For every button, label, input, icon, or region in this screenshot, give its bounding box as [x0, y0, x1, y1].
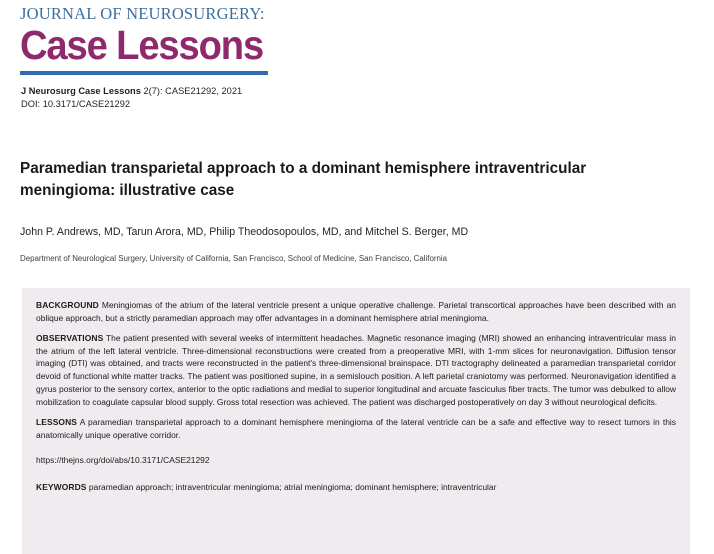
- abstract-label-observations: OBSERVATIONS: [36, 332, 104, 343]
- journal-masthead: [20, 6, 280, 75]
- keywords-label: KEYWORDS: [36, 482, 87, 493]
- abstract-label-lessons: LESSONS: [36, 416, 78, 427]
- masthead-divider-rule: [20, 71, 268, 75]
- abstract-label-background: BACKGROUND: [36, 300, 99, 310]
- case-lessons-wordmark: Case Lessons: [20, 21, 264, 68]
- author-list: John P. Andrews, MD, Tarun Arora, MD, Philip Theodosopoulos, MD, and Mitchel S. Berger, MD: [20, 226, 469, 238]
- keywords-text: paramedian approach; intraventricular meningioma; atrial meningioma; dominant hemisphere; intraventricular: [88, 482, 497, 493]
- keywords-line: [36, 481, 676, 494]
- abstract-section-observations: [36, 332, 676, 409]
- article-url[interactable]: https://thejns.org/doi/abs/10.3171/CASE21292: [36, 455, 210, 466]
- abstract-text-background: Meningiomas of the atrium of the lateral ventricle present a unique operative challenge. Parietal transcortical approaches have been described with an oblique approach, but a strictly paramedian approach may offer advantages in a dominant hemisphere atrial meningioma.: [36, 300, 676, 323]
- journal-name-line: JOURNAL OF NEUROSURGERY:: [20, 4, 265, 23]
- abstract-section-background: [36, 299, 676, 325]
- abstract-text-lessons: A paramedian transparietal approach to a dominant hemisphere meningioma of the lateral ventricle can be a safe and effective way to resect tumors in this anatomically unique operative corridor.: [36, 416, 676, 440]
- citation-line: [21, 86, 242, 98]
- abstract-panel: [22, 288, 690, 554]
- citation-journal-short: J Neurosurg Case Lessons: [21, 86, 141, 96]
- abstract-section-lessons: [36, 416, 676, 442]
- page-title: Paramedian transparietal approach to a dominant hemisphere intraventricular meningioma: illustrative case: [20, 160, 587, 199]
- citation-volume-issue: 2(7): CASE21292, 2021: [143, 86, 243, 96]
- citation-doi: DOI: 10.3171/CASE21292: [21, 98, 131, 109]
- abstract-text-observations: The patient presented with several weeks of intermittent headaches. Magnetic resonance imaging (MRI) showed an enhancing intraventricular mass in the atrium of the left lateral ventricle. Three-dimensional reconstructions were created from a preoperative MRI, with 1-mm slices for neuronavigation. Diffusion tensor imaging (DTI) was obtained, and tracts were reconstructed in the patient's three-dimensional brainspace. DTI tractography delineated a paramedian transparietal corridor devoid of functional white matter tracks. The patient was positioned supine, in a semislouch position. A left parietal craniotomy was performed. Neuronavigation identified a gyrus posterior to the sensory cortex, anterior to the optic radiations and medial to superior longitudinal and arcuate fasciculus fiber tracts. The tumor was debulked to allow mobilization to coagulate capsular blood supply. Gross total resection was achieved. The patient was discharged postoperatively on day 3 without neurological deficits.: [36, 332, 676, 407]
- citation-block: [21, 86, 242, 110]
- affiliation-line: Department of Neurological Surgery, University of California, San Francisco, School of Medicine, San Francisco, California: [20, 254, 448, 263]
